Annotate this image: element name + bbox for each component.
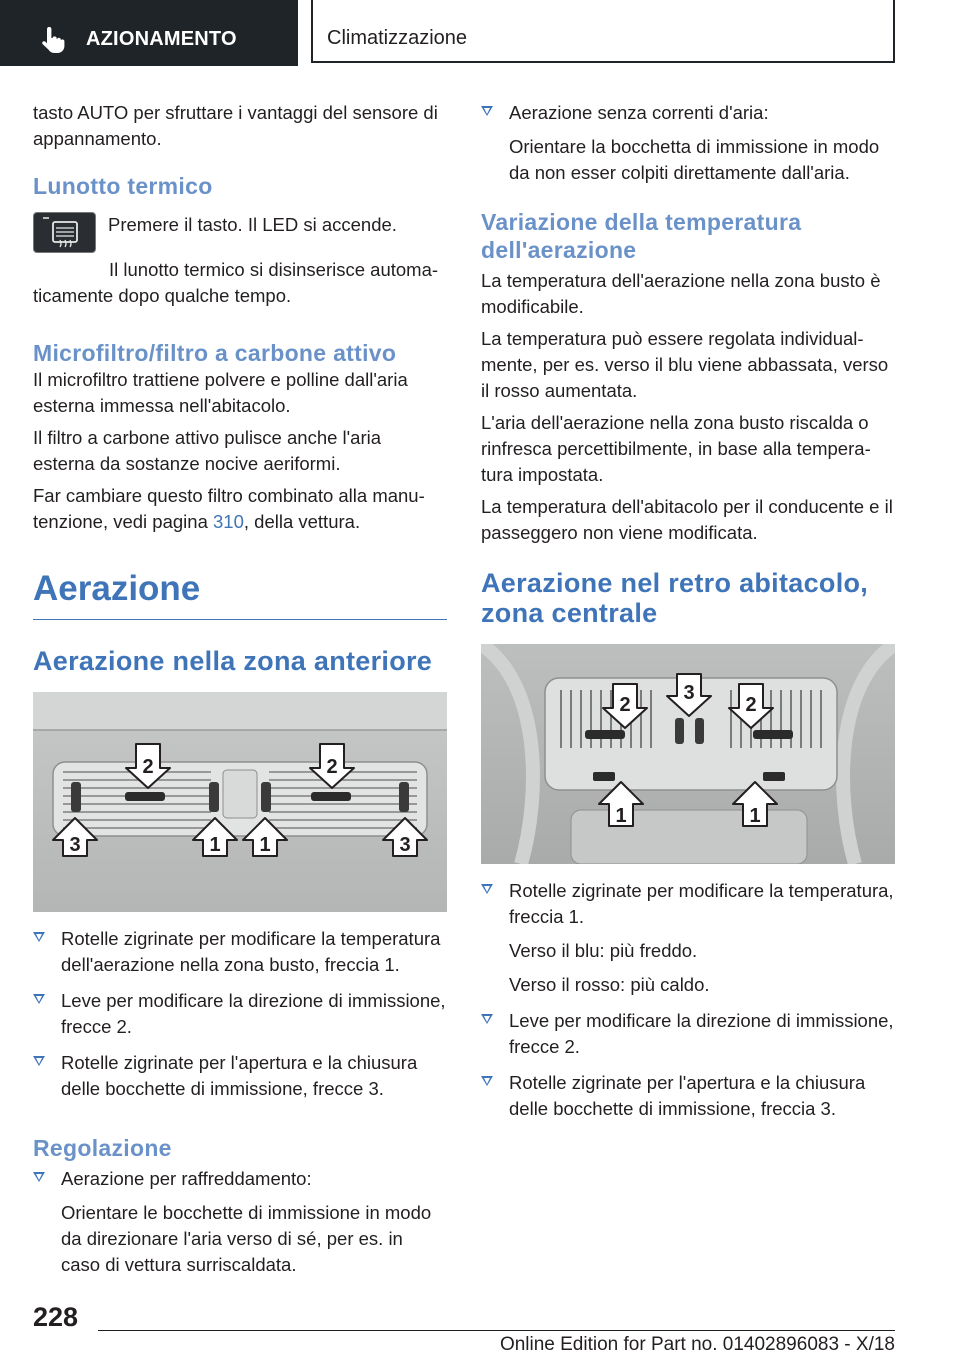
list-item — [33, 1050, 447, 1102]
temp-p3: L'aria dell'aerazione nella zona busto riscalda o rinfresca percettibilmente, in base alla temperatura impostata. — [481, 412, 871, 485]
left-column — [33, 100, 447, 1278]
rear-controls-list — [481, 878, 895, 1122]
list-triangle-icon — [481, 1076, 493, 1086]
temp-p1: La temperatura dell'aerazione nella zona busto è modificabile. — [481, 270, 881, 317]
list-triangle-icon — [33, 1172, 45, 1182]
section-title: AZIONAMENTO — [86, 28, 237, 50]
list-item — [481, 100, 895, 186]
front-label-2a: 2 — [142, 756, 154, 778]
list-item-text: Rotelle zigrinate per modificare la temperatura dell'aerazione nella zona busto, freccia 1. — [61, 928, 441, 975]
front-label-1a: 1 — [209, 834, 221, 856]
list-item-text: Leve per modificare la direzione di immissione, frecce 2. — [509, 1010, 894, 1057]
list-triangle-icon — [33, 932, 45, 942]
front-vents-figure — [33, 692, 447, 912]
page-number: 228 — [33, 1302, 79, 1332]
rear-label-3: 3 — [683, 682, 695, 704]
right-column — [481, 100, 895, 1122]
intro-text: tasto AUTO per sfruttare i vantaggi del sensore di appannamento. — [33, 102, 438, 149]
rear-defrost-icon — [33, 212, 96, 253]
rear-label-2a: 2 — [619, 694, 631, 716]
rear-label-1a: 1 — [615, 805, 627, 827]
filter-heading: Microfiltro/filtro a carbone attivo — [33, 340, 397, 366]
front-label-3a: 3 — [69, 834, 81, 856]
page-header — [0, 0, 960, 66]
front-label-3b: 3 — [399, 834, 411, 856]
rear-ventilation-heading: Aerazione nel retro abitacolo, zona centrale — [481, 568, 869, 628]
rear-label-1b: 1 — [749, 805, 761, 827]
list-triangle-icon — [481, 884, 493, 894]
front-label-2b: 2 — [326, 756, 338, 778]
section-tab — [0, 0, 298, 66]
list-item-body: Orientare le bocchette di immissione in modo da direzionare l'aria verso di sé, per es. in caso di vettura surriscaldata. — [61, 1202, 432, 1275]
rear-vents-figure — [481, 644, 895, 864]
list-triangle-icon — [33, 1056, 45, 1066]
page-link-310[interactable]: 310 — [213, 511, 244, 532]
chapter-box — [311, 0, 895, 63]
list-item-sub: Verso il rosso: più caldo. — [509, 974, 710, 995]
front-controls-list — [33, 926, 447, 1102]
filter-p1: Il microfiltro trattiene polvere e polline dall'aria esterna immessa nell'abitacolo. — [33, 369, 408, 416]
rear-window-step2: Il lunotto termico si disinserisce automaticamente dopo qualche tempo. — [33, 259, 439, 306]
list-item — [33, 926, 447, 978]
heading-rule — [33, 619, 447, 620]
footer-rule — [98, 1330, 895, 1331]
list-item-text: Rotelle zigrinate per l'apertura e la chiusura delle bocchette di immissione, freccia 3. — [509, 1072, 866, 1119]
temp-p2: La temperatura può essere regolata individualmente, per es. verso il blu viene abbassata, verso il rosso aumentata. — [481, 328, 889, 401]
list-item-text: Leve per modificare la direzione di immissione, frecce 2. — [61, 990, 446, 1037]
list-item-sub: Verso il blu: più freddo. — [509, 940, 698, 961]
front-label-1b: 1 — [259, 834, 271, 856]
list-item-text: Rotelle zigrinate per modificare la temperatura, freccia 1. — [509, 880, 894, 927]
rear-window-block — [33, 212, 447, 253]
list-triangle-icon — [481, 106, 493, 116]
filter-p2: Il filtro a carbone attivo pulisce anche l'aria esterna da sostanze nocive aeriformi. — [33, 427, 382, 474]
page-footer — [0, 1290, 960, 1362]
list-triangle-icon — [481, 1014, 493, 1024]
filter-p3 — [33, 483, 447, 535]
list-item — [481, 1008, 895, 1060]
list-item-text: Aerazione senza correnti d'aria: — [509, 102, 769, 123]
list-item — [33, 1166, 447, 1278]
list-item — [481, 1070, 895, 1122]
list-item — [481, 878, 895, 998]
hand-pointer-icon — [38, 27, 66, 55]
regulation-list — [33, 1166, 447, 1278]
temperature-heading: Variazione della temperatura dell'aerazione — [481, 209, 802, 263]
regulation-heading: Regolazione — [33, 1135, 172, 1161]
list-item-text: Rotelle zigrinate per l'apertura e la chiusura delle bocchette di immissione, frecce 3. — [61, 1052, 418, 1099]
list-item — [33, 988, 447, 1040]
temp-p4: La temperatura dell'abitacolo per il conducente e il passeggero non viene modificata. — [481, 496, 893, 543]
chapter-title: Climatizzazione — [327, 27, 468, 49]
list-item-text: Aerazione per raffreddamento: — [61, 1168, 312, 1189]
edition-text: Online Edition for Part no. 01402896083 - X/18 — [499, 1334, 895, 1355]
filter-p3-tail: , della vettura. — [243, 511, 361, 532]
filter-p3-text: Far cambiare questo filtro combinato alla manutenzione, vedi pagina — [33, 485, 425, 532]
draft-list — [481, 100, 895, 186]
rear-window-step1: Premere il tasto. Il LED si accende. — [108, 214, 397, 235]
list-item-body: Orientare la bocchetta di immissione in modo da non esser colpiti direttamente dall'aria. — [509, 136, 880, 183]
list-triangle-icon — [33, 994, 45, 1004]
front-ventilation-heading: Aerazione nella zona anteriore — [33, 646, 433, 676]
rear-window-heading: Lunotto termico — [33, 173, 213, 199]
rear-label-2b: 2 — [745, 694, 757, 716]
ventilation-heading: Aerazione — [33, 569, 201, 608]
